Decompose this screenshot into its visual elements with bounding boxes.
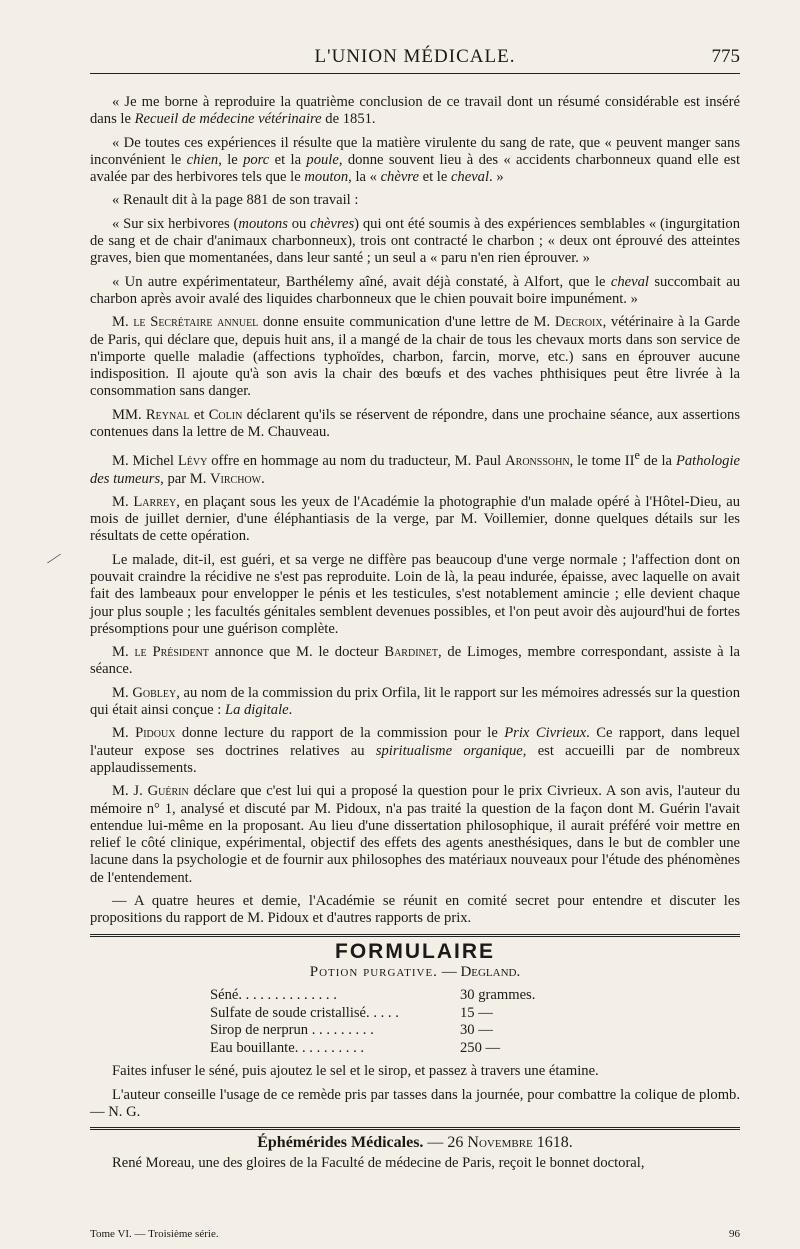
section-divider xyxy=(90,934,740,937)
ingredient-list xyxy=(210,987,630,1057)
ingredient-quantity: 30 — xyxy=(460,1022,493,1039)
page-number: 775 xyxy=(711,46,740,67)
formulaire-title: FORMULAIRE xyxy=(335,939,495,963)
paragraph: « Un autre expérimentateur, Barthélemy aîné, avait déjà constaté, à Alfort, que le cheval succombait au charbon après avoir avalé des liquides charbonneux que le chien pouvait boire impunément. » xyxy=(90,273,740,307)
paragraph: Le malade, dit-il, est guéri, et sa verge ne diffère pas beaucoup d'une verge normale ; l'affection dont on pouvait craindre la récidive ne s'est pas reproduite. Loin de là, la peau indurée, épaisse, avec laquelle on avait fait des lambeaux pour envelopper le pénis et les testicules, s'est notablement amincie ; elle devient chaque jour plus souple ; les facultés génitales semblent devenues possibles, et l'on peut avoir dès aujourd'hui de fortes présomptions pour une guérison complète. xyxy=(90,551,740,637)
ingredient-row xyxy=(210,1005,630,1023)
ephemerides-heading xyxy=(90,1134,740,1151)
paragraph: M. Gobley, au nom de la commission du prix Orfila, lit le rapport sur les mémoires adressés sur la question qui était ainsi conçue : La digitale. xyxy=(90,684,740,719)
header-rule xyxy=(90,73,740,74)
journal-title: L'UNION MÉDICALE. xyxy=(314,46,516,67)
paragraph: M. J. Guérin déclare que c'est lui qui a proposé la question pour le prix Civrieux. A son avis, l'auteur du mémoire n° 1, analysé et discuté par M. Pidoux, n'a pas traité la question de la façon dont M. Guérin l'avait entendue lui-même en la proposant. Au lieu d'une dissertation philosophique, il aurait préféré voir mettre en relief le côté clinique, expérimental, objectif des effets des agents anesthésiques, dans le but de combler une lacune dans la psychologie et de fournir aux philosophes des matériaux nouveaux pour l'étude des phénomènes de l'entendement. xyxy=(90,783,741,886)
paragraph: — A quatre heures et demie, l'Académie se réunit en comité secret pour entendre et discuter les propositions du rapport de M. Pidoux et d'autres rapports de prix. xyxy=(90,893,740,927)
ingredient-name: Sulfate de soude cristallisé. . . . . xyxy=(210,1004,399,1021)
formulaire-paragraph: Faites infuser le séné, puis ajoutez le sel et le sirop, et passez à travers une étamine. xyxy=(112,1063,599,1080)
margin-pencil-mark: ⁄ xyxy=(48,548,60,570)
recipe-author: — Degland. xyxy=(441,963,521,980)
ingredient-name: Séné. . . . . . . . . . . . . . xyxy=(210,987,337,1004)
footer-volume: Tome VI. — Troisième série. xyxy=(90,1228,219,1240)
ingredient-row xyxy=(210,1022,630,1040)
footer-sheet-number: 96 xyxy=(729,1228,740,1240)
paragraph: M. Pidoux donne lecture du rapport de la commission pour le Prix Civrieux. Ce rapport, dans lequel l'auteur expose ses doctrines relatives au spiritualisme organique, est accueilli par de nombreux applaudissements. xyxy=(90,725,741,776)
paragraph: M. le Secrétaire annuel donne ensuite communication d'une lettre de M. Decroix, vétérinaire à la Garde de Paris, qui déclare que, depuis huit ans, il a mangé de la chair de tous les chevaux morts dans son service de n'importe quelle maladie (affections typhoïdes, charbon, farcin, morve, etc.) sans en éprouver aucune indisposition. Il ajoute qu'à son avis la chair des bœufs et des vaches phthisiques peut être livrée à la consommation sans danger. xyxy=(90,314,740,400)
paragraph: M. le Président annonce que M. le docteur Bardinet, de Limoges, membre correspondant, assiste à la séance. xyxy=(90,644,740,678)
ingredient-quantity: 30 grammes. xyxy=(460,987,536,1004)
ingredient-quantity: 250 — xyxy=(460,1039,501,1056)
ingredient-name: Eau bouillante. . . . . . . . . . xyxy=(210,1039,365,1056)
paragraph: M. Michel Lévy offre en hommage au nom du traducteur, M. Paul Aronssohn, le tome IIe de la Pathologie des tumeurs, par M. Virchow. xyxy=(90,448,740,487)
paragraph: « Sur six herbivores (moutons ou chèvres) qui ont été soumis à des expériences semblables « (ingurgitation de sang et de chair d'animaux charbonneux), trois ont contracté le charbon ; « deux ont éprouvé des atteintes graves, bien que momentanées, dans leur santé ; un seul a « paru n'en rien éprouver. » xyxy=(90,215,740,267)
ingredient-name: Sirop de nerprun . . . . . . . . . xyxy=(210,1022,374,1039)
article-body xyxy=(90,94,740,1179)
session-report xyxy=(90,94,740,928)
ingredient-quantity: 15 — xyxy=(460,1004,493,1021)
recipe-name: Potion purgative. xyxy=(309,963,438,980)
ingredient-row xyxy=(210,987,630,1005)
paragraph: « De toutes ces expériences il résulte que la matière virulente du sang de rate, que « peuvent manger sans inconvénient le chien, le porc et la poule, donne souvent lieu à des « accidents charbonneux quand elle est avalée par des herbivores tels que le mouton, la « chèvre et le cheval. » xyxy=(90,134,740,186)
section-divider xyxy=(90,1127,740,1130)
formulaire-text xyxy=(90,1063,740,1121)
paragraph: M. Larrey, en plaçant sous les yeux de l'Académie la photographie d'un malade opéré à l'Hôtel-Dieu, au mois de juillet dernier, d'une éléphantiasis de la verge, par M. Voillemier, donne quelques détails sur les résultats de cette opération. xyxy=(90,493,740,545)
ephemerides-date: — 26 Novembre 1618. xyxy=(427,1134,573,1152)
ephemerides-title: Éphémérides Médicales. xyxy=(257,1134,424,1152)
paragraph: « Je me borne à reproduire la quatrième conclusion de ce travail dont un résumé considérable est inséré dans le Recueil de médecine vétérinaire de 1851. xyxy=(90,94,740,128)
paragraph: MM. Reynal et Colin déclarent qu'ils se réservent de répondre, dans une prochaine séance, aux assertions contenues dans la lettre de M. Chauveau. xyxy=(90,406,740,441)
ephemerides-text: René Moreau, une des gloires de la Faculté de médecine de Paris, reçoit le bonnet doctoral, xyxy=(112,1155,645,1172)
paragraph: « Renault dit à la page 881 de son travail : xyxy=(112,192,359,209)
page-header xyxy=(90,42,740,74)
formulaire-paragraph: L'auteur conseille l'usage de ce remède pris par tasses dans la journée, pour combattre la colique de plomb. — N. G. xyxy=(90,1086,740,1120)
ingredient-row xyxy=(210,1040,630,1058)
recipe-title xyxy=(90,964,740,981)
